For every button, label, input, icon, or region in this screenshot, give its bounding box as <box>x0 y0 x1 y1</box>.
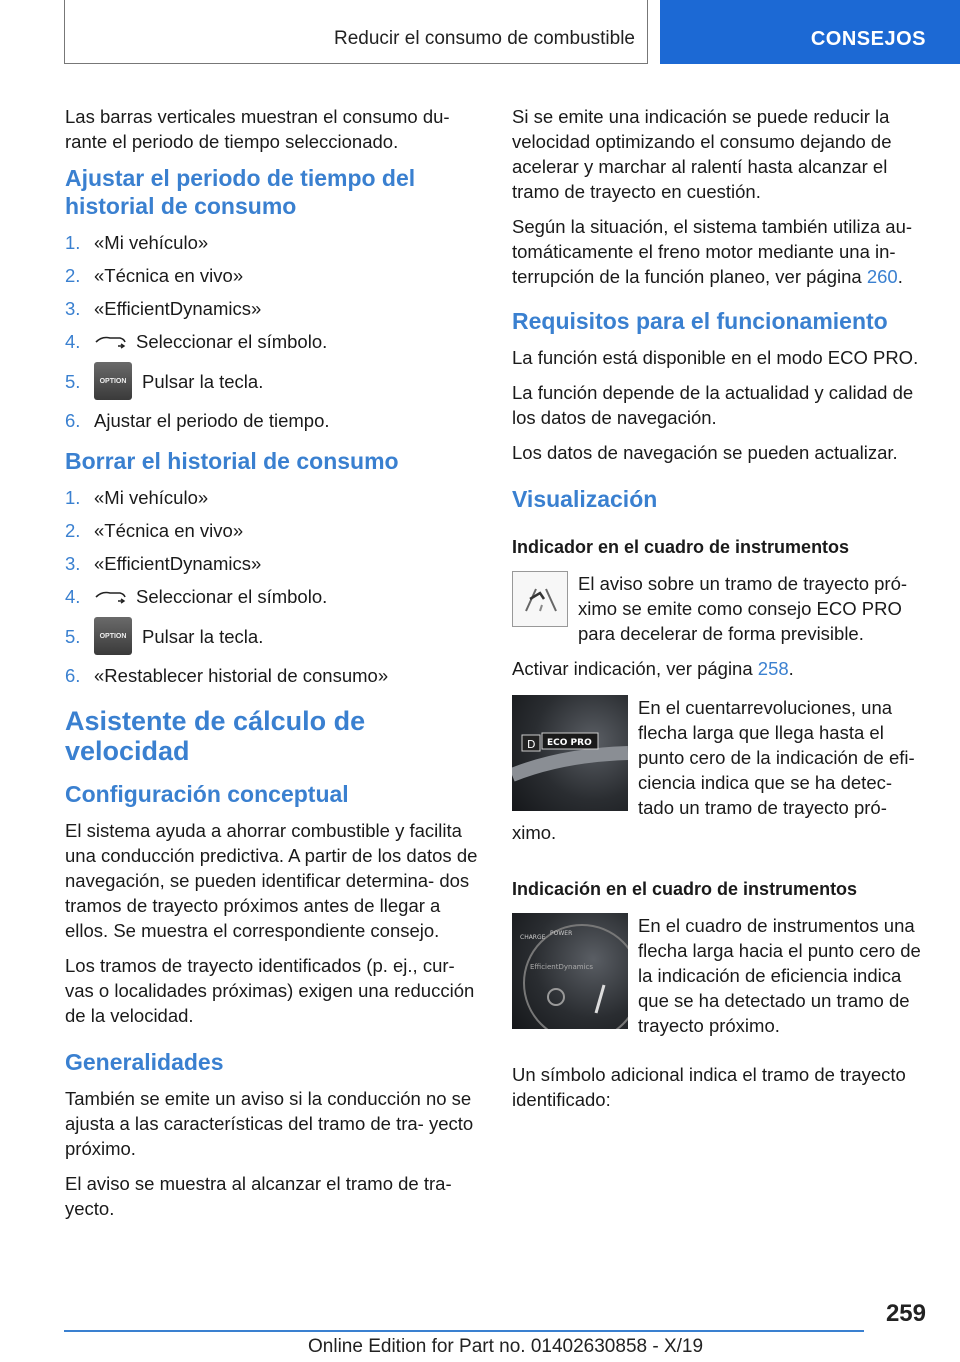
list-item: 5. OPTION Pulsar la tecla. <box>65 362 483 400</box>
list-item: 1. «Mi vehículo» <box>65 232 209 253</box>
consumption-history-icon <box>94 589 128 605</box>
intro-paragraph: Las barras verticales muestran el consumo du- rante el periodo de tiempo seleccionado. <box>65 106 450 152</box>
req-paragraph-2: La función depende de la actualidad y calidad de los datos de navegación. <box>512 382 914 428</box>
general-paragraph-1: También se emite un aviso si la conducción no se ajusta a las características del tramo de tra- yecto próximo. <box>65 1088 474 1159</box>
page-number: 259 <box>885 1300 926 1327</box>
option-button-icon: OPTION <box>94 617 132 655</box>
right-paragraph-1: Si se emite una indicación se puede reducir la velocidad optimizando el consumo dejando de acelerar y marchar al ralentí hasta alcanzar el tramo de trayecto en cuestión. <box>512 106 892 202</box>
road-curve-icon <box>520 581 560 617</box>
heading-asistente: Asistente de cálculo de velocidad <box>65 706 366 766</box>
config-paragraph-2: Los tramos de trayecto identificados (p. ej., cur- vas o localidades próximas) exigen una reducción de la velocidad. <box>65 955 475 1026</box>
efficiency-block <box>512 913 932 1048</box>
general-paragraph-2: El aviso se muestra al alcanzar el tramo de tra- yecto. <box>65 1173 452 1219</box>
indicator-block <box>512 571 932 656</box>
list-item: 2. «Técnica en vivo» <box>65 520 244 541</box>
list-item: 4. Seleccionar el símbolo. <box>65 586 328 607</box>
left-column <box>65 104 483 1231</box>
heading-indicador: Indicador en el cuadro de instrumentos <box>512 537 850 557</box>
list-item: 5. OPTION Pulsar la tecla. <box>65 617 483 655</box>
header-section-tab[interactable] <box>660 0 960 64</box>
consumption-history-icon <box>94 334 128 350</box>
right-column <box>512 104 932 1122</box>
option-button-icon: OPTION <box>94 362 132 400</box>
edition-text: Online Edition for Part no. 01402630858 - X/19 <box>308 1336 704 1357</box>
efficiency-gauge-drawing <box>512 913 628 1029</box>
header-title: Reducir el consumo de combustible <box>334 28 635 49</box>
indicator-text: El aviso sobre un tramo de trayecto pró- ximo se emite como consejo ECO PRO para decelerar de forma previsible. <box>578 573 908 644</box>
list-item: 3. «EfficientDynamics» <box>65 553 262 574</box>
eco-pro-tip-image <box>512 571 568 627</box>
section-label: CONSEJOS <box>810 28 926 50</box>
tachometer-image <box>512 695 628 811</box>
config-paragraph-1: El sistema ayuda a ahorrar combustible y facilita una conducción predictiva. A partir de los datos de navegación, se pueden identificar determina- dos tramos de trayecto próximos antes de llegar a ellos. Se muestra el correspondiente consejo. <box>65 820 478 941</box>
heading-borrar: Borrar el historial de consumo <box>65 448 399 474</box>
right-paragraph-2: Según la situación, el sistema también utiliza au- tomáticamente el freno motor mediante una in- terrupción de la función planeo, ver página 260. <box>512 216 913 287</box>
heading-visualizacion: Visualización <box>512 486 658 512</box>
tachometer-block <box>512 695 932 855</box>
list-item: 4. Seleccionar el símbolo. <box>65 331 328 352</box>
req-paragraph-1: La función está disponible en el modo ECO PRO. <box>512 347 919 368</box>
eco-pro-gauge-drawing <box>512 695 628 811</box>
page-link-258[interactable]: 258 <box>757 658 789 679</box>
svg-text:EfficientDynamics: EfficientDynamics <box>530 963 593 971</box>
heading-ajustar: Ajustar el periodo de tiempo del historial de consumo <box>65 165 416 219</box>
heading-indicacion: Indicación en el cuadro de instrumentos <box>512 879 858 899</box>
final-paragraph: Un símbolo adicional indica el tramo de trayecto identificado: <box>512 1064 906 1110</box>
svg-text:POWER: POWER <box>550 930 573 937</box>
tachometer-text: En el cuentarrevoluciones, una flecha larga que llega hasta el punto cero de la indicación de efi- ciencia indica que se ha detec- tado un tramo de trayecto pró- ximo. <box>512 697 915 843</box>
page-link-260[interactable]: 260 <box>866 266 898 287</box>
header-title-box <box>64 0 648 64</box>
list-item: 6. Ajustar el periodo de tiempo. <box>65 410 330 431</box>
req-paragraph-3: Los datos de navegación se pueden actualizar. <box>512 442 898 463</box>
svg-text:CHARGE: CHARGE <box>520 934 546 941</box>
heading-requisitos: Requisitos para el funcionamiento <box>512 308 888 334</box>
list-item: 3. «EfficientDynamics» <box>65 298 262 319</box>
steps-list-borrar <box>65 485 483 688</box>
heading-config: Configuración conceptual <box>65 781 349 807</box>
steps-list-ajustar <box>65 230 483 433</box>
gear-d-label: D <box>527 738 536 751</box>
efficiency-text: En el cuadro de instrumentos una flecha larga hacia el punto cero de la indicación de eficiencia indica que se ha detectado un tramo de trayecto próximo. <box>638 915 921 1036</box>
list-item: 1. «Mi vehículo» <box>65 487 209 508</box>
list-item: 6. «Restablecer historial de consumo» <box>65 665 389 686</box>
footer-divider <box>64 1330 864 1332</box>
list-item: 2. «Técnica en vivo» <box>65 265 244 286</box>
eco-pro-label: ECO PRO <box>547 738 592 748</box>
efficiency-gauge-image <box>512 913 628 1029</box>
heading-generalidades: Generalidades <box>65 1049 224 1075</box>
activar-paragraph: Activar indicación, ver página 258. <box>512 658 794 679</box>
